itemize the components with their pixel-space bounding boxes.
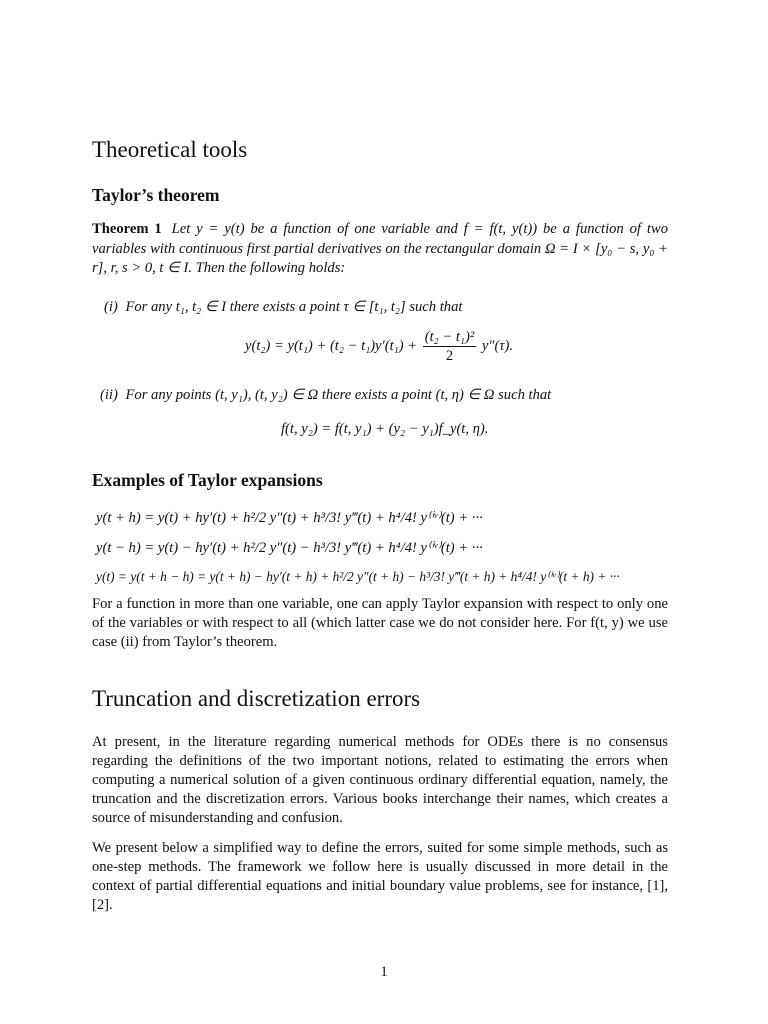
expansion-text: y(t − h) = y(t) − hy′(t) + h²/2 y″(t) − h³/3! y‴(t) + h⁴/4! y⁽ⁱᵛ⁾(t) + ··· [96,540,483,556]
expansion-text: y(t) = y(t + h − h) = y(t + h) − hy′(t + h) + h²/2 y″(t + h) − h³/3! y‴(t + h) + h⁴/4! y⁽ⁱᵛ⁾(t + h) + ··· [96,569,620,584]
eq1-frac-den: 2 [445,348,454,364]
equation-taylor-f [281,421,488,438]
theorem-item-i [104,298,462,316]
item-text: For any points (t, y₁), (t, y₂) ∈ Ω there exists a point (t, η) ∈ Ω such that [125,387,552,403]
section-title-theoretical-tools: Theoretical tools [92,137,248,162]
eq1-lhs: y(t₂) = y(t₁) + (t₂ − t₁)y′(t₁) + [245,337,418,354]
item-text: For any t₁, t₂ ∈ I there exists a point τ ∈ [t₁, t₂] such that [125,299,463,315]
subsection-title-taylor: Taylor’s theorem [92,185,220,205]
expansion-shifted [96,569,620,585]
expansion-backward [96,539,483,557]
theorem-body: Let y = y(t) be a function of one variable and f = f(t, y(t)) be a function of two variables with continuous first partial derivatives on the rectangular domain Ω = I × [y₀ − s, y₀ + r], r, s > 0, t ∈ I. Then the following holds: [92,221,668,276]
eq1-fraction [423,328,477,365]
expansion-forward [96,509,483,527]
paragraph-consensus: At present, in the literature regarding numerical methods for ODEs there is no consensus regarding the definitions of the two important notions, related to estimating the errors when computing a numerical solution of a given continuous ordinary differential equation, namely, the truncation and the discretization errors. Various books interchange their names, which creates a source of misunderstanding and confusion. [92,734,668,826]
theorem-item-ii [100,386,551,404]
equation-taylor-y [245,328,513,365]
item-label: (i) [104,299,118,315]
paragraph-framework: We present below a simplified way to define the errors, suited for some simple methods, such as one-step methods. The framework we follow here is usually discussed in more detail in the context of partial differential equations and initial boundary value problems, see for instance, [1], [2]. [92,840,668,913]
eq2-text: f(t, y₂) = f(t, y₁) + (y₂ − y₁)f_y(t, η). [281,421,489,437]
expansion-text: y(t + h) = y(t) + hy′(t) + h²/2 y″(t) + h³/3! y‴(t) + h⁴/4! y⁽ⁱᵛ⁾(t) + ··· [96,510,483,526]
theorem-1 [92,220,668,279]
eq1-rhs: y″(τ). [481,337,514,354]
theorem-head: Theorem 1 [92,221,162,237]
item-label: (ii) [100,387,118,403]
page-number: 1 [380,964,388,980]
paragraph-taylor-note: For a function in more than one variable, one can apply Taylor expansion with respect to only one of the variables or with respect to all (which latter case we do not consider here. For f(t, y) we use case (ii) from Taylor’s theorem. [92,596,668,650]
section-title-truncation: Truncation and discretization errors [92,686,421,711]
subsection-title-examples: Examples of Taylor expansions [92,470,323,490]
eq1-frac-num: (t₂ − t₁)² [424,329,475,345]
